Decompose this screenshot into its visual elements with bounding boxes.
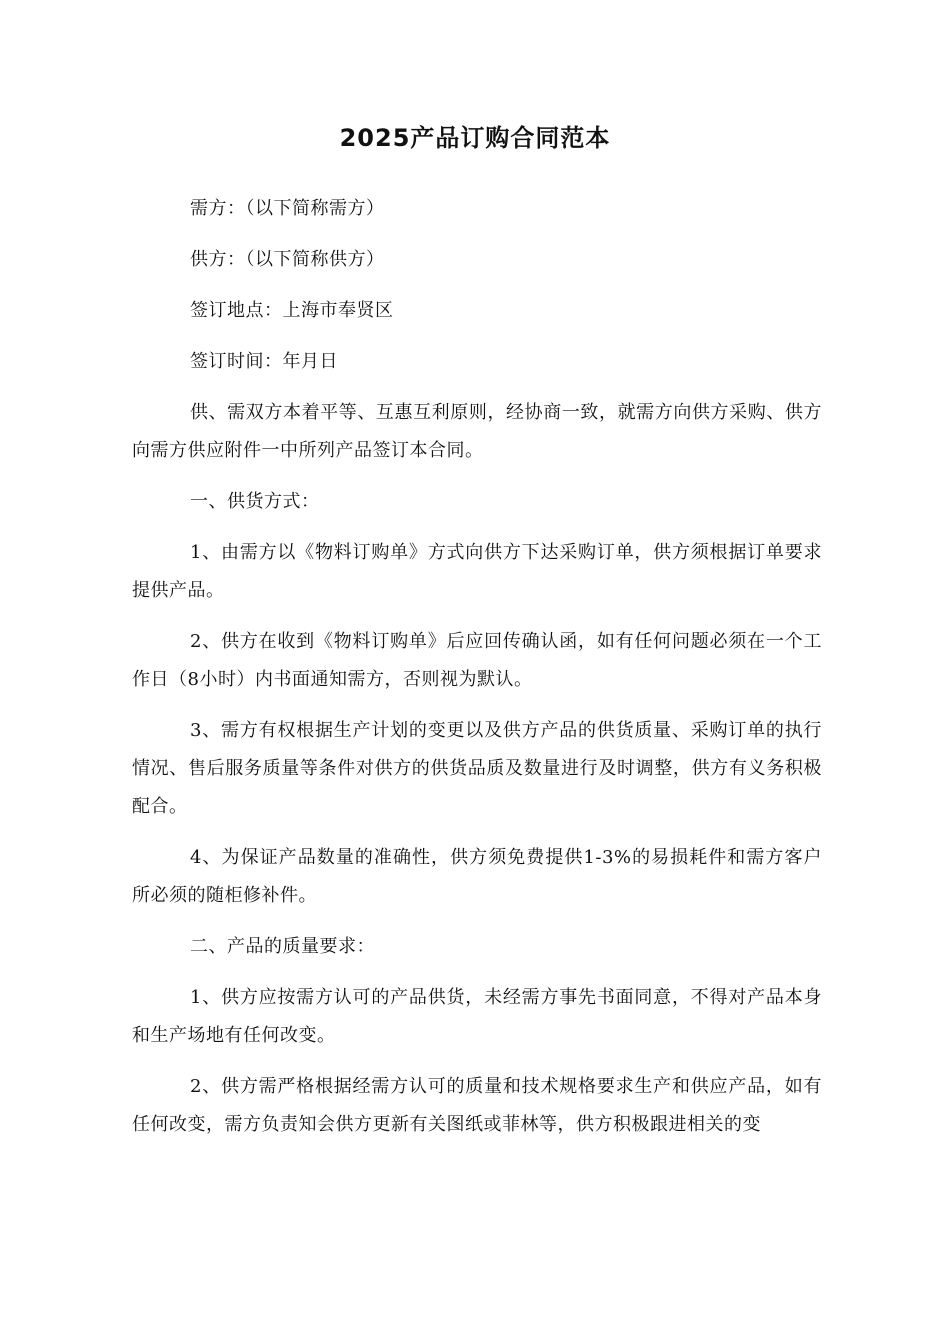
document-body [132,190,822,1157]
paragraph-supplier: 供方：（以下简称供方） [190,249,385,270]
paragraph-buyer: 需方：（以下简称需方） [190,198,385,219]
clause-1-3: 3、需方有权根据生产计划的变更以及供方产品的供货质量、采购订单的执行情况、售后服务质量等条件对供方的供货品质及数量进行及时调整，供方有义务积极配合。 [132,720,822,817]
paragraph-signing-place: 签订地点：上海市奉贤区 [190,300,394,321]
clause-1-4: 4、为保证产品数量的准确性，供方须免费提供1-3%的易损耗件和需方客户所必须的随柜修补件。 [132,847,822,906]
clause-2-1: 1、供方应按需方认可的产品供货，未经需方事先书面同意，不得对产品本身和生产场地有任何改变。 [132,987,822,1046]
section-heading-supply-method: 一、供货方式： [190,491,320,512]
document-title: 2025产品订购合同范本 [339,124,611,152]
clause-2-2: 2、供方需严格根据经需方认可的质量和技术规格要求生产和供应产品，如有任何改变，需方负责知会供方更新有关图纸或菲林等，供方积极跟进相关的变 [132,1076,822,1135]
paragraph-signing-time: 签订时间：年月日 [190,351,338,372]
paragraph-preamble: 供、需双方本着平等、互惠互利原则，经协商一致，就需方向供方采购、供方向需方供应附件一中所列产品签订本合同。 [132,402,822,461]
clause-1-2: 2、供方在收到《物料订购单》后应回传确认函，如有任何问题必须在一个工作日（8小时）内书面通知需方，否则视为默认。 [132,631,822,690]
clause-1-1: 1、由需方以《物料订购单》方式向供方下达采购订单，供方须根据订单要求提供产品。 [132,542,822,601]
section-heading-quality: 二、产品的质量要求： [190,936,375,957]
